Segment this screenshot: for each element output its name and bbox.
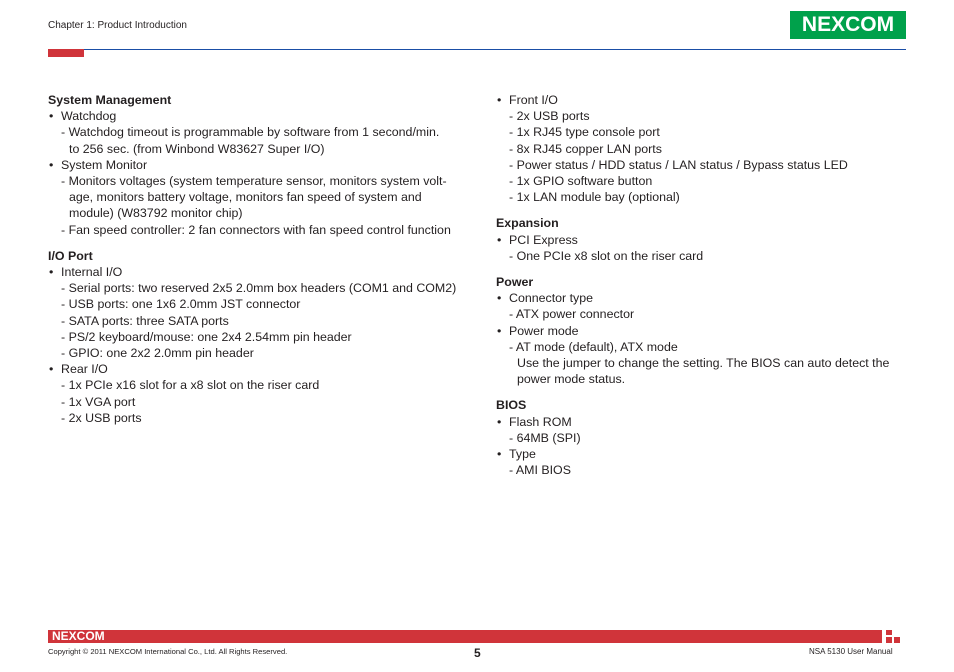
bullet-watchdog: • Watchdog (48, 108, 468, 124)
sub-item: - Fan speed controller: 2 fan connectors with fan speed control function (61, 222, 451, 237)
footer-logo: NEXCOM (52, 629, 105, 643)
bullet-flash-rom: • Flash ROM (496, 414, 906, 430)
sub-item: - 1x PCIe x16 slot for a x8 slot on the riser card (61, 378, 320, 393)
sub-item: - SATA ports: three SATA ports (61, 313, 229, 328)
sub-item: - GPIO: one 2x2 2.0mm pin header (61, 346, 254, 361)
header-red-tab (48, 49, 84, 57)
sub-item: - AMI BIOS (509, 463, 571, 478)
chapter-title: Chapter 1: Product Introduction (48, 20, 187, 31)
section-title: System Management (48, 93, 172, 107)
bullet-rear-io: • Rear I/O (48, 361, 468, 377)
footer-squares-icon (886, 630, 906, 643)
bullet-system-monitor: • System Monitor (48, 157, 468, 173)
front-io-section (496, 92, 906, 205)
nexcom-logo (790, 11, 906, 39)
footer-bar (48, 630, 882, 643)
sub-item-note: power mode status. (517, 372, 626, 387)
power-section (496, 274, 906, 387)
sub-item: - ATX power connector (509, 307, 635, 322)
left-column (48, 92, 468, 436)
sub-item: - 1x LAN module bay (optional) (509, 190, 680, 205)
sub-item-cont: to 256 sec. (from Winbond W83627 Super I/O) (69, 141, 325, 156)
sub-item: - 1x VGA port (61, 394, 136, 409)
sub-item: - 2x USB ports (509, 109, 590, 124)
bios-section (496, 397, 906, 478)
section-title: BIOS (496, 398, 527, 413)
bullet-front-io: • Front I/O (496, 92, 906, 108)
sub-item: - PS/2 keyboard/mouse: one 2x4 2.54mm pin header (61, 329, 352, 344)
logo-text: NEXCOM (801, 13, 895, 36)
section-title: Expansion (496, 216, 559, 231)
bullet-connector-type: • Connector type (496, 290, 906, 306)
bullet-internal-io: • Internal I/O (48, 264, 468, 280)
sub-item: - 8x RJ45 copper LAN ports (509, 141, 662, 156)
sub-item-cont: age, monitors battery voltage, monitors fan speed of system and (69, 190, 422, 205)
sub-item: - Watchdog timeout is programmable by software from 1 second/min. (61, 125, 440, 140)
sub-item: - Monitors voltages (system temperature sensor, monitors system volt- (61, 174, 447, 189)
sub-item: - 64MB (SPI) (509, 430, 581, 445)
sub-item: - 1x RJ45 type console port (509, 125, 660, 140)
bullet-type: • Type (496, 446, 906, 462)
sub-item: - Serial ports: two reserved 2x5 2.0mm box headers (COM1 and COM2) (61, 281, 457, 296)
bullet-pci-express: • PCI Express (496, 232, 906, 248)
sub-item: - 2x USB ports (61, 410, 142, 425)
section-title: Power (496, 275, 534, 290)
sub-item: - 1x GPIO software button (509, 174, 653, 189)
io-port-section (48, 248, 468, 426)
bullet-power-mode: • Power mode (496, 323, 906, 339)
sub-item: - USB ports: one 1x6 2.0mm JST connector (61, 297, 301, 312)
sub-item: - AT mode (default), ATX mode (509, 339, 678, 354)
page-number: 5 (474, 646, 481, 660)
copyright: Copyright © 2011 NEXCOM International Co., Ltd. All Rights Reserved. (48, 647, 288, 656)
sub-item: - Power status / HDD status / LAN status / Bypass status LED (509, 157, 848, 172)
system-management-section (48, 92, 468, 238)
right-column (496, 92, 906, 488)
sub-item: - One PCIe x8 slot on the riser card (509, 248, 704, 263)
expansion-section (496, 215, 906, 264)
sub-item-note: Use the jumper to change the setting. The BIOS can auto detect the (517, 356, 890, 371)
header-rule (48, 49, 906, 50)
section-title: I/O Port (48, 248, 93, 263)
sub-item-cont: module) (W83792 monitor chip) (69, 206, 243, 221)
manual-title: NSA 5130 User Manual (809, 647, 893, 656)
